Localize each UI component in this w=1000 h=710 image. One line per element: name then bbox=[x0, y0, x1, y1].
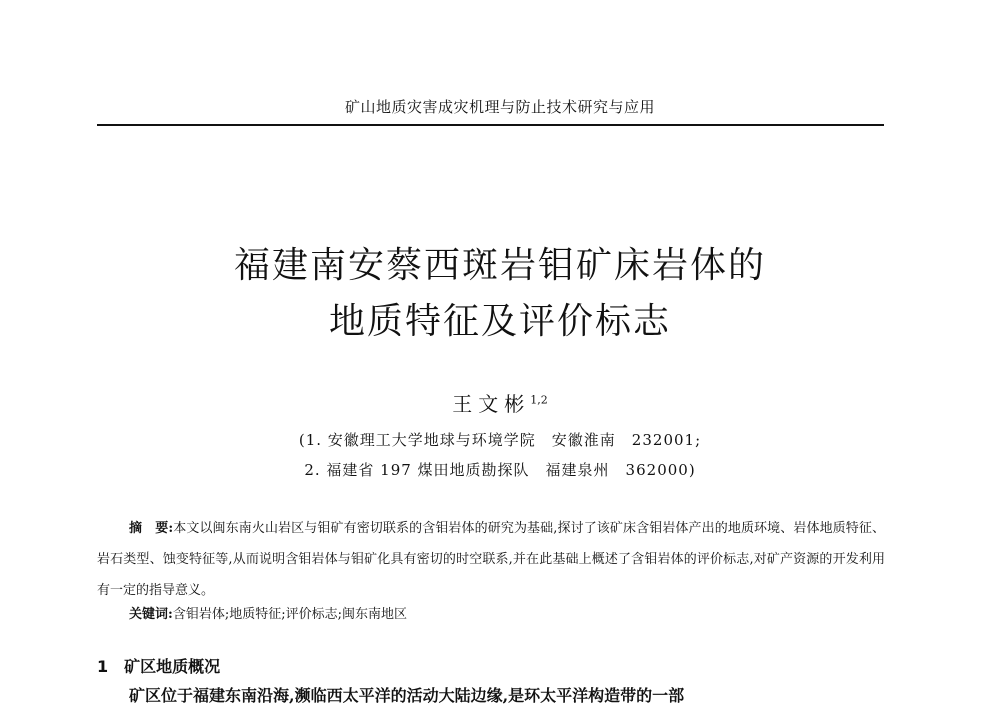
author-affiliation-marks: 1,2 bbox=[530, 393, 548, 407]
abstract bbox=[97, 513, 885, 606]
body-paragraph: 矿区位于福建东南沿海,濒临西太平洋的活动大陆边缘,是环太平洋构造带的一部 bbox=[129, 686, 685, 705]
abstract-text: 本文以闽东南火山岩区与钼矿有密切联系的含钼岩体的研究为基础,探讨了该矿床含钼岩体产出的地质环境、岩体地质特征、岩石类型、蚀变特征等,从而说明含钼岩体与钼矿化具有密切的时空联系,并在此基础上概述了含钼岩体的评价标志,对矿产资源的开发利用有一定的指导意义。 bbox=[97, 521, 885, 598]
affiliation-1: (1. 安徽理工大学地球与环境学院 安徽淮南 232001; bbox=[298, 431, 702, 449]
author-name: 王文彬 bbox=[452, 392, 531, 416]
running-header: 矿山地质灾害成灾机理与防止技术研究与应用 bbox=[344, 98, 655, 116]
section-title: 矿区地质概况 bbox=[124, 657, 221, 676]
affiliation-2: 2. 福建省 197 煤田地质勘探队 福建泉州 362000) bbox=[304, 461, 696, 479]
keywords-label: 关键词: bbox=[129, 607, 173, 622]
header-rule bbox=[97, 124, 884, 126]
title-line-2: 地质特征及评价标志 bbox=[328, 301, 671, 342]
paper-title bbox=[0, 238, 1000, 350]
section-number: 1 bbox=[97, 657, 109, 676]
title-line-1: 福建南安蔡西斑岩钼矿床岩体的 bbox=[233, 245, 766, 286]
keywords bbox=[129, 605, 885, 625]
keywords-text: 含钼岩体;地质特征;评价标志;闽东南地区 bbox=[172, 607, 407, 622]
abstract-label: 摘 要: bbox=[129, 521, 174, 536]
section-heading bbox=[97, 654, 220, 677]
author bbox=[0, 388, 1000, 417]
